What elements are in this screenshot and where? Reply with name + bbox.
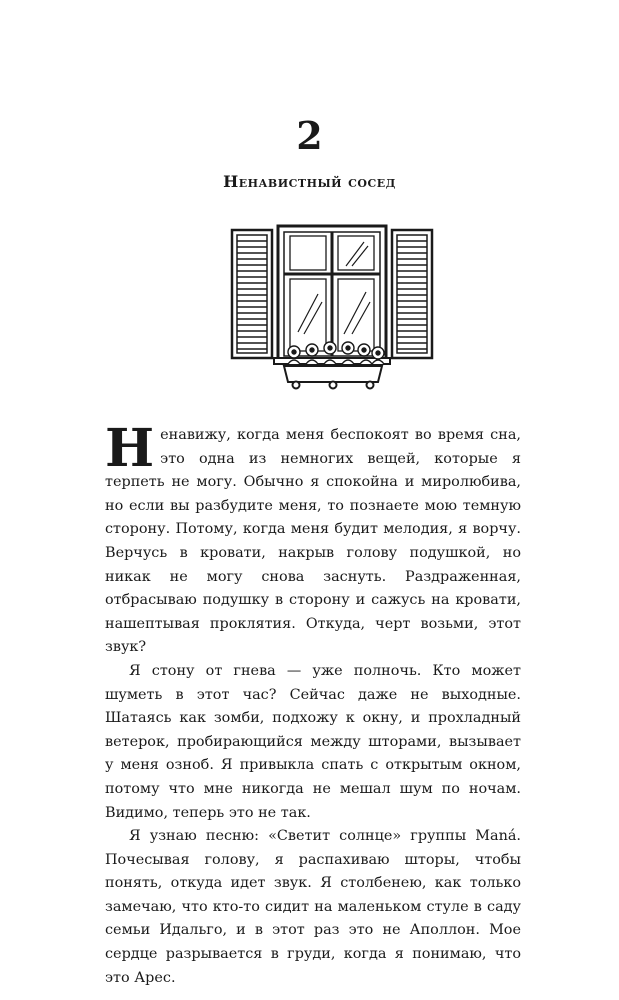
chapter-text bbox=[105, 418, 521, 990]
paragraph-1-text: енавижу, когда меня беспокоят во время сна, это одна из немногих вещей, которые я терпеть не могу. Обычно я спокойна и миролюбива, но если вы разбудите меня, то познаете мою темную сторону. Потому, когда меня будит мелодия, я ворчу. Верчусь в кровати, накрыв голову подушкой, но никак не могу снова заснуть. Раздраженная, отбрасываю подушку в сторону и сажусь на кровати, нашептывая проклятия. Откуда, черт возьми, этот звук? bbox=[105, 427, 521, 656]
right-shutter bbox=[392, 230, 432, 358]
left-shutter bbox=[232, 230, 272, 358]
paragraph-3: Я узнаю песню: «Светит солнце» группы Maná. Почесывая голову, я распахиваю шторы, чтобы понять, откуда идет звук. Я столбенею, как только замечаю, что кто-то сидит на маленьком стуле в саду семьи Идальго, и в этот раз это не Аполлон. Мое сердце разрывается в груди, когда я понимаю, что это Арес. bbox=[105, 828, 521, 986]
chapter-title: Ненавистный сосед bbox=[223, 172, 396, 191]
drop-cap: Н bbox=[105, 418, 155, 479]
window-frame bbox=[278, 226, 386, 362]
paragraph-2: Я стону от гнева — уже полночь. Кто может шуметь в этот час? Сейчас даже не выходные. Шатаясь как зомби, подхожу к окну, и прохладный ветерок, пробирающийся между шторами, вызывает у меня озноб. Я привыкла спать с открытым окном, потому что мне никогда не мешал шум по ночам. Видимо, теперь это не так. bbox=[105, 662, 521, 821]
window-with-shutters-and-flower-box-icon bbox=[228, 222, 438, 394]
paragraph-1 bbox=[105, 418, 521, 660]
flower-box bbox=[284, 366, 382, 389]
chapter-number: 2 bbox=[296, 113, 323, 158]
